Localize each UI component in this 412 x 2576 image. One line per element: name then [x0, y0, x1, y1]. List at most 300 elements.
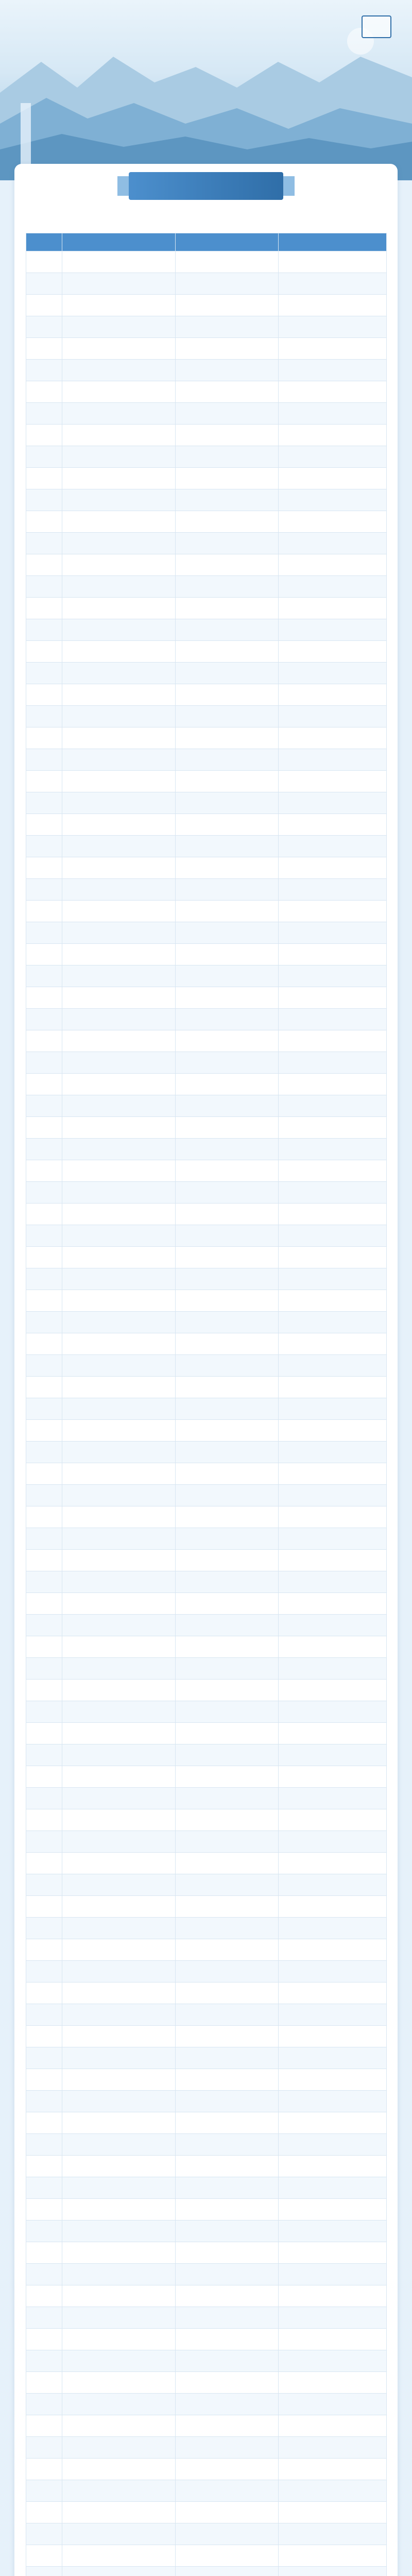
cell-time	[278, 2350, 386, 2372]
cell-time	[278, 2372, 386, 2394]
cell-show	[62, 1052, 175, 1074]
cell-no	[26, 1247, 62, 1268]
cell-location	[175, 1766, 278, 1788]
cell-show	[62, 1030, 175, 1052]
schedule-row	[26, 2480, 386, 2502]
cell-location	[175, 1874, 278, 1896]
cell-no	[26, 1809, 62, 1831]
schedule-row	[26, 468, 386, 489]
schedule-row	[26, 1442, 386, 1463]
cell-location	[175, 1247, 278, 1268]
cell-show	[62, 1160, 175, 1182]
schedule-row	[26, 1961, 386, 1982]
schedule-row	[26, 1182, 386, 1204]
cell-no	[26, 1571, 62, 1593]
cell-no	[26, 1182, 62, 1204]
cell-time	[278, 1312, 386, 1333]
schedule-row	[26, 360, 386, 381]
cell-show	[62, 1095, 175, 1117]
schedule-row	[26, 922, 386, 944]
cell-show	[62, 1333, 175, 1355]
cell-no	[26, 1939, 62, 1961]
schedule-row	[26, 727, 386, 749]
schedule-row	[26, 749, 386, 771]
cell-show	[62, 2350, 175, 2372]
cell-location	[175, 1809, 278, 1831]
cell-time	[278, 2199, 386, 2221]
cell-location	[175, 2567, 278, 2576]
cell-time	[278, 2285, 386, 2307]
cell-location	[175, 619, 278, 641]
cell-show	[62, 2459, 175, 2480]
cell-location	[175, 2285, 278, 2307]
cell-no	[26, 489, 62, 511]
schedule-row	[26, 1030, 386, 1052]
schedule-row	[26, 2047, 386, 2069]
schedule-row	[26, 619, 386, 641]
schedule-row	[26, 1918, 386, 1939]
cell-location	[175, 1896, 278, 1918]
cell-time	[278, 1225, 386, 1247]
schedule-row	[26, 273, 386, 295]
cell-no	[26, 2567, 62, 2576]
cell-no	[26, 425, 62, 446]
cell-no	[26, 468, 62, 489]
cell-time	[278, 446, 386, 468]
cell-time	[278, 295, 386, 316]
schedule-row	[26, 489, 386, 511]
cell-show	[62, 1463, 175, 1485]
cell-no	[26, 1853, 62, 1874]
schedule-row	[26, 1593, 386, 1615]
schedule-row	[26, 2372, 386, 2394]
cell-show	[62, 1182, 175, 1204]
cell-time	[278, 1095, 386, 1117]
cell-location	[175, 1052, 278, 1074]
cell-show	[62, 1290, 175, 1312]
cell-location	[175, 1961, 278, 1982]
cell-time	[278, 1398, 386, 1420]
cell-no	[26, 2047, 62, 2069]
cell-no	[26, 1052, 62, 1074]
cell-time	[278, 1485, 386, 1506]
cell-show	[62, 2437, 175, 2459]
schedule-row	[26, 1723, 386, 1744]
cell-location	[175, 2480, 278, 2502]
cell-no	[26, 2221, 62, 2242]
cell-show	[62, 2112, 175, 2134]
schedule-date	[14, 208, 398, 233]
schedule-row	[26, 1658, 386, 1680]
schedule-header-row	[26, 233, 386, 251]
cell-location	[175, 1030, 278, 1052]
cell-show	[62, 1009, 175, 1030]
cell-location	[175, 1853, 278, 1874]
cell-no	[26, 1550, 62, 1571]
cell-no	[26, 360, 62, 381]
cell-time	[278, 922, 386, 944]
cell-time	[278, 706, 386, 727]
cell-no	[26, 1896, 62, 1918]
cell-show	[62, 965, 175, 987]
cell-time	[278, 2221, 386, 2242]
schedule-row	[26, 2091, 386, 2112]
cell-location	[175, 1658, 278, 1680]
cell-no	[26, 987, 62, 1009]
schedule-row	[26, 1636, 386, 1658]
cell-location	[175, 663, 278, 684]
cell-show	[62, 598, 175, 619]
schedule-row	[26, 1398, 386, 1420]
cell-location	[175, 295, 278, 316]
schedule-row	[26, 425, 386, 446]
cell-time	[278, 663, 386, 684]
cell-show	[62, 879, 175, 901]
cell-location	[175, 1268, 278, 1290]
cell-location	[175, 1982, 278, 2004]
cell-time	[278, 1030, 386, 1052]
cell-time	[278, 2307, 386, 2329]
cell-time	[278, 533, 386, 554]
cell-time	[278, 857, 386, 879]
cell-show	[62, 1896, 175, 1918]
schedule-row	[26, 2545, 386, 2567]
cell-location	[175, 1939, 278, 1961]
cell-location	[175, 2437, 278, 2459]
cell-location	[175, 1680, 278, 1701]
cell-location	[175, 836, 278, 857]
cell-show	[62, 338, 175, 360]
cell-no	[26, 381, 62, 403]
cell-time	[278, 1074, 386, 1095]
cell-show	[62, 2069, 175, 2091]
cell-location	[175, 2004, 278, 2026]
cell-no	[26, 2307, 62, 2329]
cell-location	[175, 922, 278, 944]
cell-show	[62, 1247, 175, 1268]
schedule-row	[26, 1982, 386, 2004]
cell-show	[62, 1788, 175, 1809]
cell-time	[278, 836, 386, 857]
header-location	[175, 233, 278, 251]
cell-time	[278, 2047, 386, 2069]
cell-time	[278, 684, 386, 706]
cell-time	[278, 1788, 386, 1809]
cell-no	[26, 922, 62, 944]
cell-time	[278, 1290, 386, 1312]
cell-time	[278, 576, 386, 598]
header-show	[62, 233, 175, 251]
cell-no	[26, 2480, 62, 2502]
schedule-row	[26, 554, 386, 576]
schedule-row	[26, 1268, 386, 1290]
schedule-row	[26, 1333, 386, 1355]
cell-no	[26, 1744, 62, 1766]
cell-time	[278, 1593, 386, 1615]
cell-time	[278, 1182, 386, 1204]
cell-show	[62, 857, 175, 879]
schedule-row	[26, 1853, 386, 1874]
cell-location	[175, 2264, 278, 2285]
cell-show	[62, 2134, 175, 2156]
cell-location	[175, 2523, 278, 2545]
cell-no	[26, 316, 62, 338]
cell-time	[278, 987, 386, 1009]
schedule-row	[26, 1896, 386, 1918]
cell-location	[175, 425, 278, 446]
cell-show	[62, 1593, 175, 1615]
cell-show	[62, 1550, 175, 1571]
cell-show	[62, 576, 175, 598]
cell-time	[278, 1853, 386, 1874]
cell-no	[26, 1982, 62, 2004]
cell-time	[278, 2177, 386, 2199]
cell-show	[62, 446, 175, 468]
cell-show	[62, 944, 175, 965]
cell-show	[62, 425, 175, 446]
cell-time	[278, 619, 386, 641]
cell-show	[62, 1809, 175, 1831]
cell-no	[26, 2394, 62, 2415]
cell-show	[62, 727, 175, 749]
cell-no	[26, 1723, 62, 1744]
cell-no	[26, 706, 62, 727]
cell-show	[62, 1355, 175, 1377]
cell-no	[26, 2177, 62, 2199]
cell-no	[26, 1117, 62, 1139]
cell-no	[26, 576, 62, 598]
cell-no	[26, 533, 62, 554]
cell-location	[175, 1204, 278, 1225]
cell-no	[26, 1377, 62, 1398]
cell-time	[278, 1571, 386, 1593]
cell-no	[26, 2069, 62, 2091]
schedule-row	[26, 663, 386, 684]
schedule-row	[26, 2069, 386, 2091]
cell-no	[26, 684, 62, 706]
cell-location	[175, 879, 278, 901]
schedule-row	[26, 381, 386, 403]
cell-no	[26, 2242, 62, 2264]
cell-no	[26, 857, 62, 879]
cell-time	[278, 1896, 386, 1918]
cell-show	[62, 1074, 175, 1095]
schedule-row	[26, 2502, 386, 2523]
schedule-row	[26, 576, 386, 598]
cell-show	[62, 901, 175, 922]
cell-time	[278, 425, 386, 446]
cell-show	[62, 2394, 175, 2415]
cell-time	[278, 1961, 386, 1982]
cell-location	[175, 446, 278, 468]
cell-location	[175, 1744, 278, 1766]
schedule-row	[26, 403, 386, 425]
cell-no	[26, 1680, 62, 1701]
hero-banner	[0, 0, 412, 180]
cell-no	[26, 273, 62, 295]
cell-show	[62, 2047, 175, 2069]
cell-no	[26, 792, 62, 814]
cell-time	[278, 2026, 386, 2047]
schedule-row	[26, 1680, 386, 1701]
cell-time	[278, 2112, 386, 2134]
cell-show	[62, 2285, 175, 2307]
header-no	[26, 233, 62, 251]
cell-time	[278, 598, 386, 619]
cell-no	[26, 1398, 62, 1420]
cell-show	[62, 2307, 175, 2329]
schedule-row	[26, 684, 386, 706]
schedule-row	[26, 2523, 386, 2545]
schedule-row	[26, 1312, 386, 1333]
header-time	[278, 233, 386, 251]
schedule-row	[26, 1377, 386, 1398]
schedule-row	[26, 2026, 386, 2047]
schedule-body	[26, 251, 386, 2576]
cell-time	[278, 1442, 386, 1463]
cell-no	[26, 2459, 62, 2480]
schedule-row	[26, 857, 386, 879]
cell-no	[26, 1204, 62, 1225]
schedule-row	[26, 2134, 386, 2156]
schedule-row	[26, 1766, 386, 1788]
cell-show	[62, 1961, 175, 1982]
cell-no	[26, 2415, 62, 2437]
cell-location	[175, 1442, 278, 1463]
cell-time	[278, 1139, 386, 1160]
cell-location	[175, 360, 278, 381]
cell-show	[62, 706, 175, 727]
cell-location	[175, 965, 278, 987]
cell-show	[62, 771, 175, 792]
cell-location	[175, 749, 278, 771]
cell-location	[175, 2112, 278, 2134]
schedule-row	[26, 2567, 386, 2576]
cell-no	[26, 1420, 62, 1442]
cell-time	[278, 2567, 386, 2576]
cell-show	[62, 2199, 175, 2221]
schedule-row	[26, 901, 386, 922]
schedule-row	[26, 1701, 386, 1723]
schedule-row	[26, 1247, 386, 1268]
schedule-row	[26, 1874, 386, 1896]
schedule-row	[26, 2329, 386, 2350]
cell-no	[26, 1355, 62, 1377]
cell-time	[278, 2415, 386, 2437]
cell-location	[175, 2069, 278, 2091]
mountain-scenery	[0, 0, 412, 180]
schedule-row	[26, 1571, 386, 1593]
cell-location	[175, 2091, 278, 2112]
cell-no	[26, 771, 62, 792]
cell-show	[62, 814, 175, 836]
schedule-row	[26, 446, 386, 468]
cell-location	[175, 1528, 278, 1550]
cell-location	[175, 1463, 278, 1485]
schedule-row	[26, 1095, 386, 1117]
cell-time	[278, 251, 386, 273]
schedule-row	[26, 1744, 386, 1766]
cell-time	[278, 273, 386, 295]
schedule-row	[26, 2307, 386, 2329]
cell-no	[26, 1009, 62, 1030]
cell-location	[175, 2199, 278, 2221]
schedule-table	[26, 233, 387, 2576]
cell-location	[175, 2372, 278, 2394]
cell-no	[26, 1831, 62, 1853]
cell-no	[26, 1139, 62, 1160]
cell-no	[26, 2350, 62, 2372]
cell-show	[62, 641, 175, 663]
schedule-row	[26, 1788, 386, 1809]
cell-time	[278, 338, 386, 360]
cell-time	[278, 814, 386, 836]
cell-time	[278, 727, 386, 749]
cell-show	[62, 1918, 175, 1939]
cell-location	[175, 403, 278, 425]
cell-show	[62, 2004, 175, 2026]
schedule-row	[26, 1550, 386, 1571]
cell-location	[175, 2394, 278, 2415]
cell-no	[26, 836, 62, 857]
cell-show	[62, 2523, 175, 2545]
cell-no	[26, 1658, 62, 1680]
cell-show	[62, 2156, 175, 2177]
cell-location	[175, 1117, 278, 1139]
cell-location	[175, 2545, 278, 2567]
cell-show	[62, 792, 175, 814]
schedule-row	[26, 1290, 386, 1312]
cell-location	[175, 901, 278, 922]
cell-show	[62, 2177, 175, 2199]
cell-show	[62, 1571, 175, 1593]
schedule-row	[26, 1204, 386, 1225]
cell-no	[26, 1225, 62, 1247]
cell-time	[278, 2523, 386, 2545]
schedule-row	[26, 1139, 386, 1160]
cell-show	[62, 1701, 175, 1723]
cell-show	[62, 2502, 175, 2523]
cell-time	[278, 1918, 386, 1939]
cell-show	[62, 2329, 175, 2350]
cell-location	[175, 1615, 278, 1636]
schedule-row	[26, 2112, 386, 2134]
cell-show	[62, 2264, 175, 2285]
schedule-card	[14, 164, 398, 2576]
cell-time	[278, 468, 386, 489]
schedule-row	[26, 1225, 386, 1247]
schedule-row	[26, 1074, 386, 1095]
cell-show	[62, 1139, 175, 1160]
cell-no	[26, 2156, 62, 2177]
cell-location	[175, 2459, 278, 2480]
cell-show	[62, 489, 175, 511]
cell-show	[62, 468, 175, 489]
cell-time	[278, 1506, 386, 1528]
cell-location	[175, 641, 278, 663]
cell-no	[26, 1788, 62, 1809]
cell-time	[278, 2545, 386, 2567]
schedule-row	[26, 641, 386, 663]
cell-no	[26, 663, 62, 684]
schedule-row	[26, 2285, 386, 2307]
schedule-row	[26, 1615, 386, 1636]
cell-time	[278, 771, 386, 792]
cell-show	[62, 2415, 175, 2437]
schedule-row	[26, 879, 386, 901]
cell-no	[26, 251, 62, 273]
cell-no	[26, 2091, 62, 2112]
